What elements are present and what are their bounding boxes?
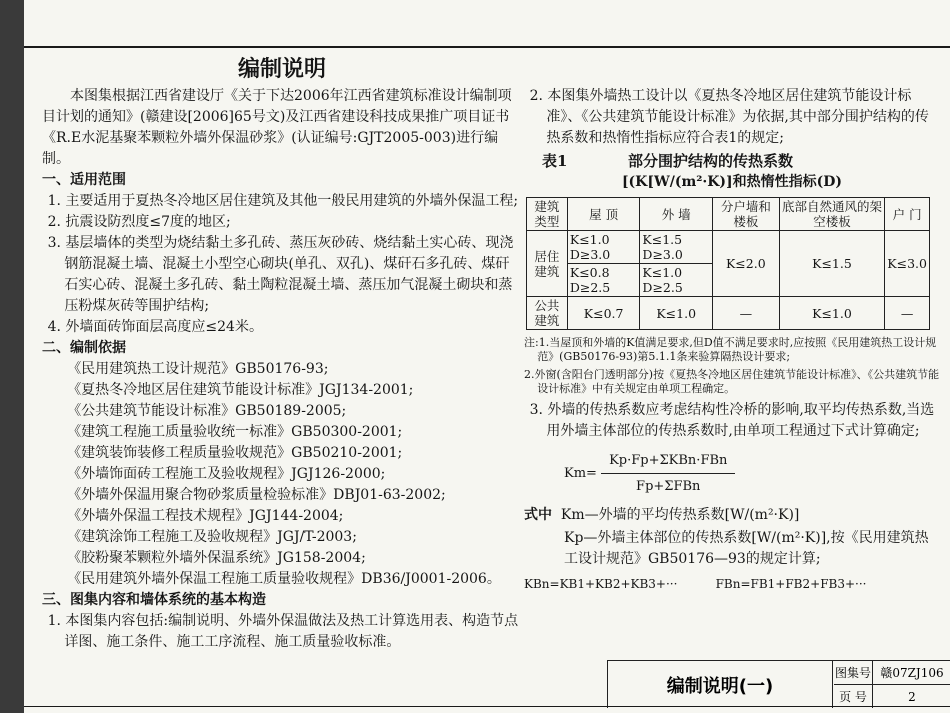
table-header-cell: 分户墙和楼板 [712, 198, 779, 231]
section-heading-content: 三、图集内容和墙体系统的基本构造 [42, 592, 266, 608]
table-cell: K≤1.0 [640, 297, 713, 330]
scope-item: 1. 主要适用于夏热冬冷地区居住建筑及其他一般民用建筑的外墙外保温工程; [47, 193, 519, 209]
heat-transfer-table [526, 197, 930, 330]
formula-denominator: Fp+ΣFBn [636, 479, 701, 494]
sheet-name: 编制说明(一) [608, 661, 833, 708]
table-row [527, 297, 930, 330]
table-cell: K≤1.5 D≥3.0 [640, 231, 713, 264]
table-cell-building-type: 居住建筑 [527, 231, 568, 297]
scope-item: 3. 基层墙体的类型为烧结黏土多孔砖、蒸压灰砂砖、烧结黏土实心砖、现浇钢筋混凝土墙、混凝土小型空心砌块(单孔、双孔)、煤矸石多孔砖、煤矸石实心砖、混凝土多孔砖、黏土陶粒混凝土墙、蒸压加气混凝土砌块和蒸压粉煤灰砖等围护结构; [47, 235, 514, 314]
drawing-sheet [24, 0, 950, 713]
formula-numerator: Kp·Fp+ΣKBn·FBn [601, 450, 735, 474]
reference-item: 《建筑涂饰工程施工及验收规程》JGJ/T-2003; [67, 529, 357, 545]
average-coefficient-item: 3. 外墙的传热系数应考虑结构性冷桥的影响,取平均传热系数,当选用外墙主体部位的传热系数时,由单项工程通过下式计算确定; [529, 402, 935, 439]
table-header-cell: 户 门 [885, 198, 930, 231]
reference-item: 《外墙外保温用聚合物砂浆质量检验标准》DBJ01-63-2002; [67, 487, 446, 503]
reference-item: 《建筑工程施工质量验收统一标准》GB50300-2001; [67, 424, 403, 440]
left-column [42, 57, 522, 653]
table-cell: K≤1.0 D≥2.5 [640, 264, 713, 297]
reference-item: 《民用建筑外墙外保温工程施工质量验收规程》DB36/J0001-2006。 [67, 571, 501, 587]
table-cell: — [885, 297, 930, 330]
top-border-line [24, 46, 950, 48]
table-title [524, 151, 940, 172]
section-heading-basis: 二、编制依据 [42, 340, 126, 356]
table-subtitle: [(K[W/(m²·K)]和热惰性指标(D) [621, 174, 843, 190]
reference-item: 《民用建筑热工设计规范》GB50176-93; [67, 361, 329, 377]
table-cell: K≤1.5 [779, 231, 885, 297]
table-row [527, 231, 930, 264]
page-number-row [834, 685, 950, 708]
reference-item: 《公共建筑节能设计标准》GB50189-2005; [67, 403, 347, 419]
content-item: 1. 本图集内容包括:编制说明、外墙外保温做法及热工计算选用表、构造节点详图、施工条件、施工工序流程、施工质量验收标准。 [47, 613, 519, 650]
table-header-cell: 建筑类型 [527, 198, 568, 231]
definition-kp: Kp—外墙主体部位的传热系数[W/(m²·K)],按《民用建筑热工设计规范》GB50176—93的规定计算; [564, 530, 929, 567]
reference-item: 《胶粉聚苯颗粒外墙外保温系统》JG158-2004; [67, 550, 366, 566]
formula-fraction [601, 450, 735, 497]
formula-definition [524, 505, 940, 526]
table-note: 2.外窗(含阳台门透明部分)按《夏热冬冷地区居住建筑节能设计标准》、《公共建筑节能设计标准》中有关规定由单项工程确定。 [524, 368, 940, 395]
atlas-number-label: 图集号 [834, 661, 873, 684]
scope-item: 2. 抗震设防烈度≤7度的地区; [47, 214, 231, 230]
section-heading-scope: 一、适用范围 [42, 172, 126, 188]
page-number-label: 页 号 [834, 685, 873, 708]
definition-fb: FBn=FB1+FB2+FB3+··· [715, 577, 867, 591]
table-header-cell: 底部自然通风的架空楼板 [779, 198, 885, 231]
table-cell: K≤0.8 D≥2.5 [567, 264, 640, 297]
atlas-number-value: 赣07ZJ106 [880, 666, 944, 680]
table-cell: K≤3.0 [885, 231, 930, 297]
table-header-cell: 屋 顶 [567, 198, 640, 231]
reference-item: 《夏热冬冷地区居住建筑节能设计标准》JGJ134-2001; [67, 382, 414, 398]
table-caption: 部分围护结构的传热系数 [628, 152, 794, 170]
atlas-number-row [834, 661, 950, 685]
table-cell: K≤2.0 [712, 231, 779, 297]
table-header-cell: 外 墙 [640, 198, 713, 231]
reference-item: 《建筑装饰装修工程质量验收规范》GB50210-2001; [67, 445, 403, 461]
table-cell: K≤1.0 D≥3.0 [567, 231, 640, 264]
scope-item: 4. 外墙面砖饰面层高度应≤24米。 [47, 319, 263, 335]
page-number-value: 2 [908, 689, 916, 704]
table-cell-building-type: 公共建筑 [527, 297, 568, 330]
bottom-border-line [24, 706, 950, 707]
title-block [607, 660, 950, 708]
definition-sums [524, 574, 940, 595]
formula-lhs: Km= [564, 466, 597, 481]
table-header-row [527, 198, 930, 231]
right-column [524, 86, 940, 595]
thermal-design-item: 2. 本图集外墙热工设计以《夏热冬冷地区居住建筑节能设计标准》、《公共建筑节能设计标准》为依据,其中部分围护结构的传热系数和热惰性指标应符合表1的规定; [529, 88, 929, 146]
table-cell: K≤1.0 [779, 297, 885, 330]
table-number: 表1 [542, 152, 568, 170]
table-cell: K≤0.7 [567, 297, 640, 330]
reference-item: 《外墙饰面砖工程施工及验收规程》JGJ126-2000; [67, 466, 386, 482]
definition-km: Km—外墙的平均传热系数[W/(m²·K)] [560, 507, 800, 523]
reference-item: 《外墙外保温工程技术规程》JGJ144-2004; [67, 508, 344, 524]
table-note: 注:1.当屋顶和外墙的K值满足要求,但D值不满足要求时,应按照《民用建筑热工设计规范》(GB50176-93)第5.1.1条来验算隔热设计要求; [524, 336, 937, 363]
formula-block [564, 450, 940, 497]
definition-kb: KBn=KB1+KB2+KB3+··· [524, 577, 678, 591]
page-title: 编制说明 [237, 57, 326, 82]
intro-paragraph: 本图集根据江西省建设厅《关于下达2006年江西省建筑标准设计编制项目计划的通知》(赣建设[2006]65号文)及江西省建设科技成果推广项目证书《R.E水泥基聚苯颗粒外墙外保温砂浆》(认证编号:GJT2005-003)进行编制。 [42, 88, 512, 167]
formula-definition-lead: 式中 [524, 507, 552, 523]
table-cell: — [712, 297, 779, 330]
